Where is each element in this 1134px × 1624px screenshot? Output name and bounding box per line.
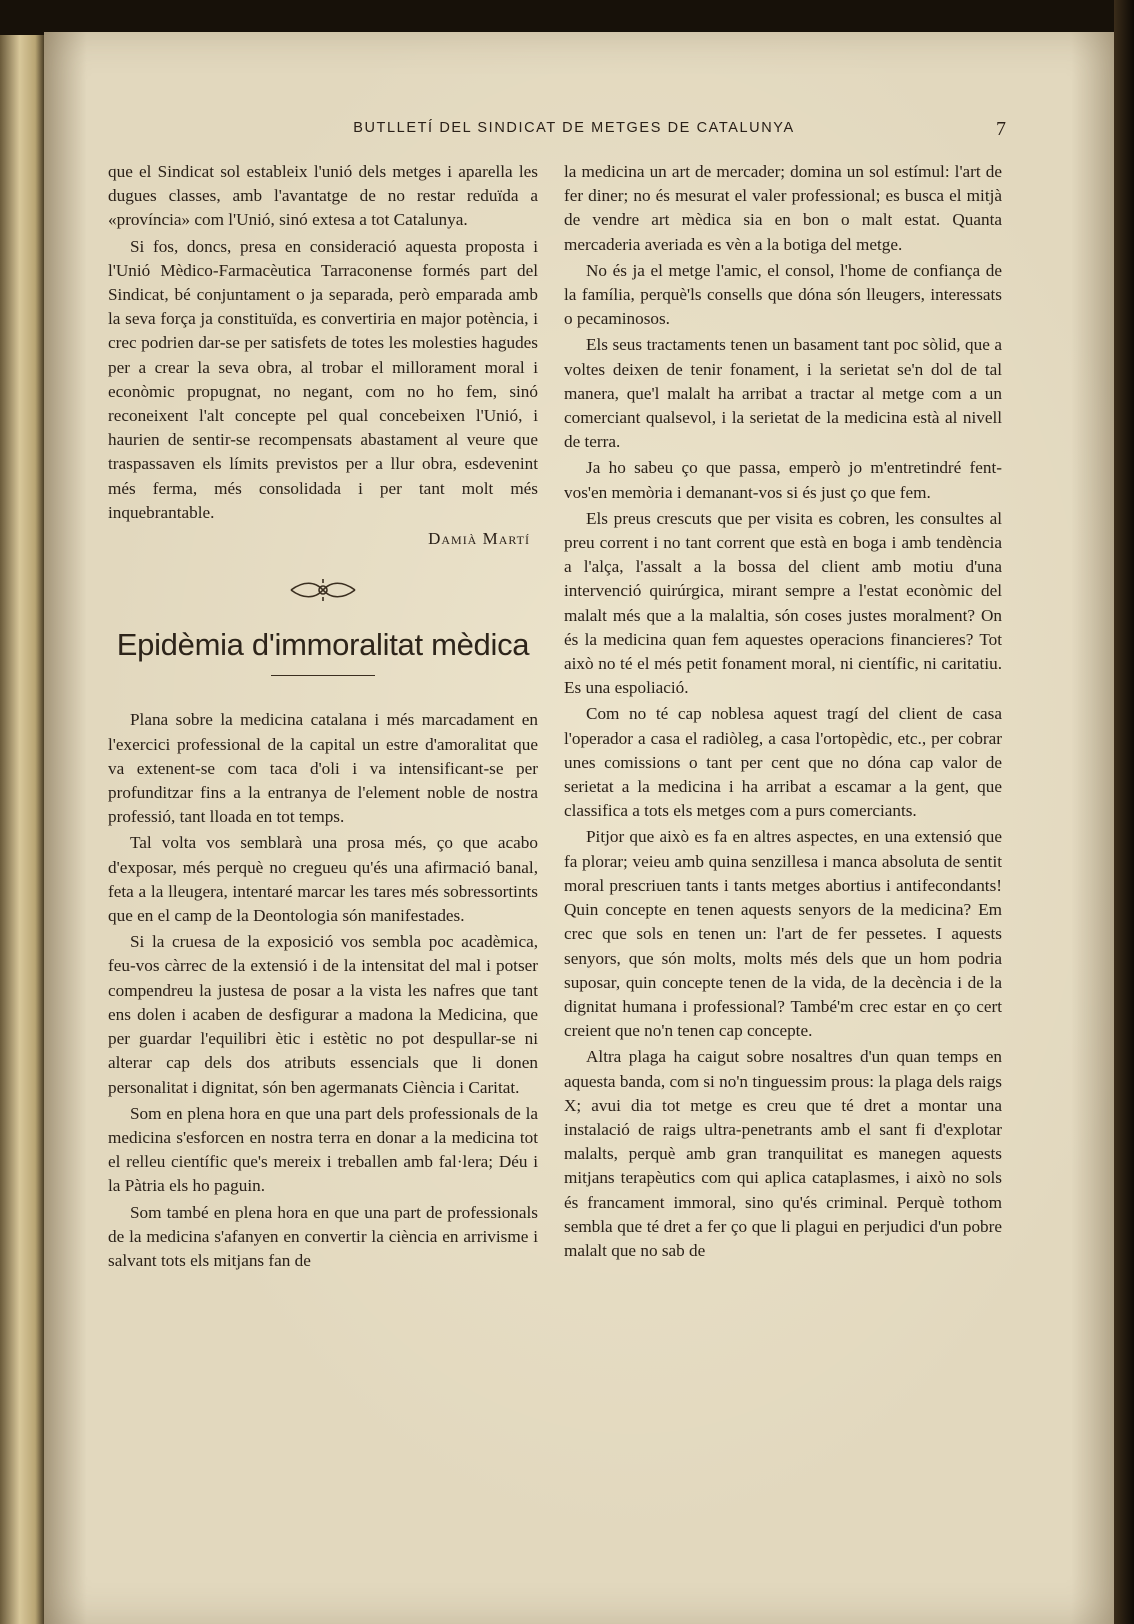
paragraph: Com no té cap noblesa aquest tragí del client de casa l'operador a casa el radiòleg, a casa l'ortopèdic, etc., per cobrar unes comissions o tant per cent que no dóna cap valor de serietat a la medicina i ha arribat a escamar a la gent, que classifica a tots els metges com a purs comerciants.: [564, 704, 1002, 821]
paragraph: Altra plaga ha caigut sobre nosaltres d'un quan temps en aquesta banda, com si no'n tinguessim prous: la plaga dels raigs X; avui dia tot metge es creu que té dret a montar una instalació de raigs ultra-penetrants amb el sant fi d'explotar malalts, perquè amb gran tranquilitat es manegen aquests mitjans terapèutics com qui aplica cataplasmes, i això no sols és francament immoral, sino qu'és criminal. Perquè tothom sembla que té dret a fer ço que li plagui en perjudici d'un pobre malalt que no sab de: [564, 1047, 1002, 1260]
paragraph: Tal volta vos semblarà una prosa més, ço que acabo d'exposar, més perquè no cregueu qu'és una afirmació banal, feta a la lleugera, intentaré marcar les tares més sobressortints que en el camp de la Deontologia són manifestades.: [108, 833, 538, 926]
left-column: [108, 160, 538, 1275]
paragraph: Els seus tractaments tenen un basament tant poc sòlid, que a voltes deixen de tenir fonament, i la serietat se'n dol de tal manera, que'l malalt ha arribat a tractar al metge com a un comerciant qualsevol, i la serietat de la medicina està al nivell de terra.: [564, 335, 1002, 452]
paragraph: Som en plena hora en que una part dels professionals de la medicina s'esforcen en nostra terra en donar a la medicina tot el relleu científic que's mereix i treballen amb fal·lera; Déu i la Pàtria els ho paguin.: [108, 1103, 538, 1196]
paragraph: Si la cruesa de la exposició vos sembla poc acadèmica, feu-vos càrrec de la extensió i de la intensitat del mal i potser compendreu la justesa de posar a la vista les nafres que tant ens dolen i acaben de desfigurar a madona la Medicina, que per guardar l'equilibri ètic i estètic no pot despullar-se ni alterar cap dels dos atributs essencials que li donen personalitat i dignitat, són ben agermanats Ciència i Caritat.: [108, 932, 538, 1097]
author-signature: Damià Martí: [428, 529, 530, 549]
previous-page-edge: [0, 35, 44, 1624]
paragraph: Plana sobre la medicina catalana i més marcadament en l'exercici professional de la capital un estre d'amoralitat que va extenent-se com taca d'oli i va intensificant-se per profunditzar fins a la entranya de l'element noble de nostra professió, tant lloada en tot temps.: [108, 710, 538, 827]
right-column: [564, 160, 1002, 1265]
book-edge: [1114, 0, 1134, 1624]
page-number: 7: [996, 118, 1008, 140]
paragraph: Ja ho sabeu ço que passa, emperò jo m'entretindré fent-vos'en memòria i demanant-vos si és just ço que fem.: [564, 458, 1002, 502]
decorative-ornament: [108, 577, 538, 603]
paragraph: que el Sindicat sol estableix l'unió dels metges i aparella les dugues classes, amb l'avantatge de no restar reduïda a «província» com l'Unió, sinó extesa a tot Catalunya.: [108, 162, 538, 230]
paragraph: Pitjor que això es fa en altres aspectes, en una extensió que fa plorar; veieu amb quina senzillesa i manca absoluta de sentit moral prescriuen tants i tants metges abortius i antifecondants! Quin concepte en tenen aquests senyors de la medicina? Em crec que sols en tenen un: l'art de fer pessetes. I aquests senyors, que són molts, molts més dels que un hom podria suposar, quin concepte tenen de la vida, de la decència i de la dignitat humana i professional? També'm crec estar en ço cert creient que no'n tenen cap concepte.: [564, 827, 1002, 1041]
paragraph: Si fos, doncs, presa en consideració aquesta proposta i l'Unió Mèdico-Farmacèutica Tarraconense formés part del Sindicat, bé conjuntament o ja separada, però emparada amb la seva força ja constituïda, es convertiria en major potència, i crec podrien dar-se per satisfets de totes les molesties hagudes per a crear la seva obra, al trobar el millorament moral i econòmic propugnat, no negant, com no ho fem, sinó reconeixent l'alt concepte pel qual concebeixen l'Unió, i haurien de sentir-se recompensats abastament al veure que traspassaven els límits previstos per a llur obra, esdevenint més ferma, més consolidada i per tant molt més inquebrantable.: [108, 236, 538, 522]
article-title: Epidèmia d'immoralitat mèdica: [116, 627, 530, 663]
paragraph: Els preus crescuts que per visita es cobren, les consultes al preu corrent i no tant corrent que està en boga i amb tendència a l'alça, l'assalt a la bossa del client amb motiu d'una intervenció quirúrgica, mirant sempre a l'estat econòmic del malalt més que a la malaltia, són coses justes moralment? On és la medicina quan fem aquestes operacions financieres? Tot això no té el més petit fonament moral, ni científic, ni caritatiu. Es una espoliació.: [564, 508, 1002, 698]
paragraph: No és ja el metge l'amic, el consol, l'home de confiança de la família, perquè'ls consells que dóna són lleugers, interessats o pecaminosos.: [564, 260, 1002, 329]
journal-page: [44, 32, 1114, 1624]
ornament-icon: [287, 577, 359, 603]
paragraph: la medicina un art de mercader; domina un sol estímul: l'art de fer diner; no és mesurat el valer professional; es busca el mitjà de vendre art mèdica sia en bon o malt estat. Quanta mercaderia averiada es vèn a la botiga del metge.: [564, 162, 1002, 254]
paragraph: Som també en plena hora en que una part de professionals de la medicina s'afanyen en convertir la ciència en arrivisme i salvant tots els mitjans fan de: [108, 1202, 538, 1270]
title-divider: [271, 675, 375, 676]
journal-title: BUTLLETÍ DEL SINDICAT DE METGES DE CATALUNYA: [353, 120, 795, 136]
